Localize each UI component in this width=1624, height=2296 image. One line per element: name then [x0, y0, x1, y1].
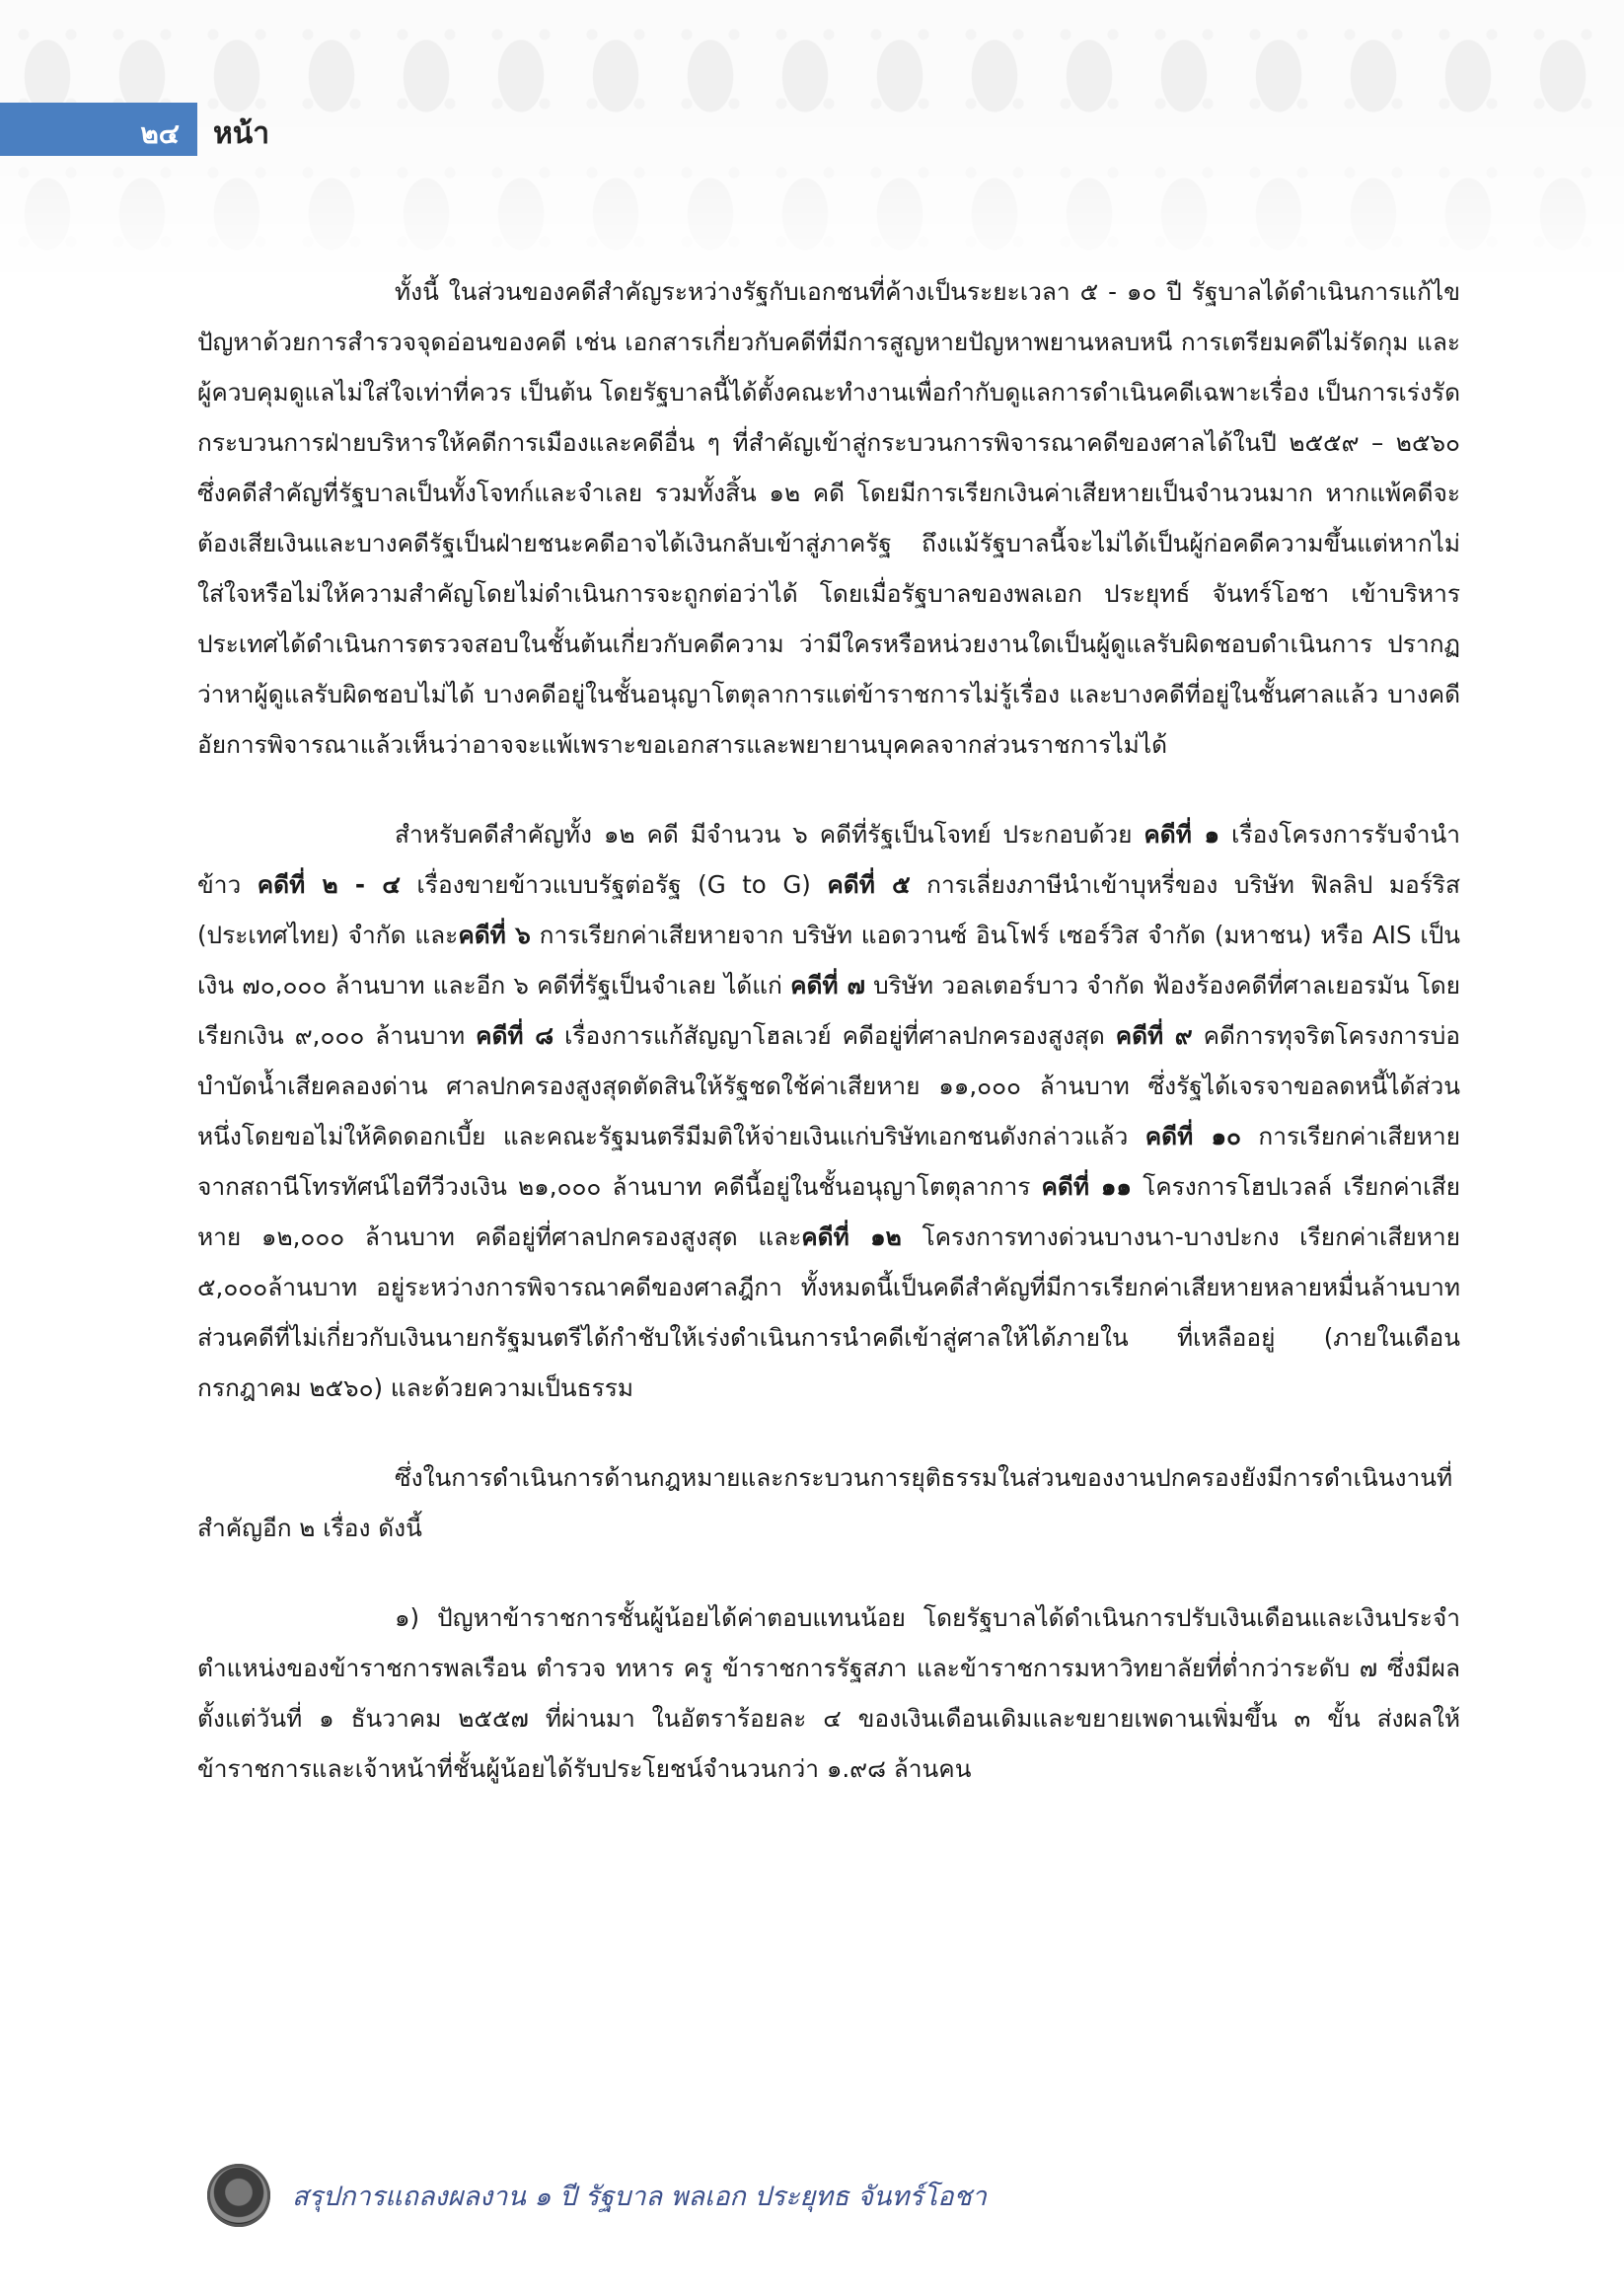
case-label: คดีที่ ๑๒ [801, 1222, 902, 1251]
text-run: เรื่องขายข้าวแบบรัฐต่อรัฐ (G to G) [400, 870, 828, 899]
case-label: คดีที่ ๗ [790, 971, 865, 1000]
paragraph-2 [197, 809, 1460, 1413]
text-run: เรื่องการแก้สัญญาโฮลเวย์ คดีอยู่ที่ศาลปกครองสูงสุด [554, 1021, 1116, 1050]
text-run: บริษัท วอลเตอร์บาว จำกัด ฟ้องร้องคดีที่ศาลเยอรมัน โดยเรียกเงิน ๙,๐๐๐ ล้านบาท [197, 971, 1460, 1050]
page-label: หน้า [213, 116, 270, 151]
text-run: สำหรับคดีสำคัญทั้ง ๑๒ คดี มีจำนวน ๖ คดีที่รัฐเป็นโจทย์ ประกอบด้วย [395, 820, 1144, 849]
footer-text: สรุปการแถลงผลงาน ๑ ปี รัฐบาล พลเอก ประยุทธ จันทร์โอชา [292, 2181, 987, 2212]
text-run: เรื่องโครงการรับจำนำข้าว [197, 820, 1461, 899]
page-number: ๒๔ [140, 117, 180, 150]
text-run: การเรียกค่าเสียหายจากสถานีโทรทัศน์ไอทีวีวงเงิน ๒๑,๐๐๐ ล้านบาท คดีนี้อยู่ในชั้นอนุญาโตตุลาการ [197, 1122, 1460, 1201]
paragraph-1: ทั้งนี้ ในส่วนของคดีสำคัญระหว่างรัฐกับเอกชนที่ค้างเป็นระยะเวลา ๕ - ๑๐ ปี รัฐบาลได้ดำเนินการแก้ไขปัญหาด้วยการสำรวจจุดอ่อนของคดี เช่น เอกสารเกี่ยวกับคดีที่มีการสูญหายปัญหาพยานหลบหนี การเตรียมคดีไม่รัดกุม และผู้ควบคุมดูแลไม่ใส่ใจเท่าที่ควร เป็นต้น โดยรัฐบาลนี้ได้ตั้งคณะทำงานเพื่อกำกับดูแลการดำเนินคดีเฉพาะเรื่อง เป็นการเร่งรัดกระบวนการฝ่ายบริหารให้คดีการเมืองและคดีอื่น ๆ ที่สำคัญเข้าสู่กระบวนการพิจารณาคดีของศาลได้ในปี ๒๕๕๙ – ๒๕๖๐ ซึ่งคดีสำคัญที่รัฐบาลเป็นทั้งโจทก์และจำเลย รวมทั้งสิ้น ๑๒ คดี โดยมีการเรียกเงินค่าเสียหายเป็นจำนวนมาก หากแพ้คดีจะต้องเสียเงินและบางคดีรัฐเป็นฝ่ายชนะคดีอาจได้เงินกลับเข้าสู่ภาครัฐ ถึงแม้รัฐบาลนี้จะไม่ได้เป็นผู้ก่อคดีความขึ้นแต่หากไม่ใส่ใจหรือไม่ให้ความสำคัญโดยไม่ดำเนินการจะถูกต่อว่าได้ โดยเมื่อรัฐบาลของพลเอก ประยุทธ์ จันทร์โอชา เข้าบริหารประเทศได้ดำเนินการตรวจสอบในชั้นต้นเกี่ยวกับคดีความ ว่ามีใครหรือหน่วยงานใดเป็นผู้ดูแลรับผิดชอบดำเนินการ ปรากฏว่าหาผู้ดูแลรับผิดชอบไม่ได้ บางคดีอยู่ในชั้นอนุญาโตตุลาการแต่ข้าราชการไม่รู้เรื่อง และบางคดีที่อยู่ในชั้นศาลแล้ว บางคดีอัยการพิจารณาแล้วเห็นว่าอาจจะแพ้เพราะขอเอกสารและพยายานบุคคลจากส่วนราชการไม่ได้ [197, 277, 1460, 759]
case-label: คดีที่ ๘ [476, 1021, 554, 1050]
page-number-tab [0, 103, 197, 156]
text-run: คดีการทุจริตโครงการบ่อบำบัดน้ำเสียคลองด่าน ศาลปกครองสูงสุดตัดสินให้รัฐชดใช้ค่าเสียหาย ๑๑,๐๐๐ ล้านบาท ซึ่งรัฐได้เจรจาขอลดหนี้ได้ส่วนหนึ่งโดยขอไม่ให้คิดดอกเบี้ย และคณะรัฐมนตรีมีมติให้จ่ายเงินแก่บริษัทเอกชนดังกล่าวแล้ว [197, 1021, 1460, 1150]
paragraph-3: ซึ่งในการดำเนินการด้านกฎหมายและกระบวนการยุติธรรมในส่วนของงานปกครองยังมีการดำเนินงานที่สำคัญอีก ๒ เรื่อง ดังนี้ [197, 1463, 1453, 1542]
case-label: คดีที่ ๙ [1115, 1021, 1193, 1050]
case-label: คดีที่ ๑ [1144, 820, 1220, 849]
government-seal-icon [207, 2164, 270, 2227]
text-run: โครงการโฮปเวลล์ เรียกค่าเสียหาย ๑๒,๐๐๐ ล้านบาท คดีอยู่ที่ศาลปกครองสูงสุด และ [197, 1172, 1460, 1251]
footer [207, 2161, 1095, 2230]
paragraph-4: ๑) ปัญหาข้าราชการชั้นผู้น้อยได้ค่าตอบแทนน้อย โดยรัฐบาลได้ดำเนินการปรับเงินเดือนและเงินประจำตำแหน่งของข้าราชการพลเรือน ตำรวจ ทหาร ครู ข้าราชการรัฐสภา และข้าราชการมหาวิทยาลัยที่ต่ำกว่าระดับ ๗ ซึ่งมีผลตั้งแต่วันที่ ๑ ธันวาคม ๒๕๕๗ ที่ผ่านมา ในอัตราร้อยละ ๔ ของเงินเดือนเดิมและขยายเพดานเพิ่มขึ้น ๓ ขั้น ส่งผลให้ข้าราชการและเจ้าหน้าที่ชั้นผู้น้อยได้รับประโยชน์จำนวนกว่า ๑.๙๘ ล้านคน [197, 1603, 1460, 1783]
case-label: คดีที่ ๖ [458, 921, 531, 949]
document-body [197, 266, 1460, 1794]
case-label: คดีที่ ๑๑ [1041, 1172, 1132, 1201]
case-label: คดีที่ ๕ [827, 870, 911, 899]
case-label: คดีที่ ๒ - ๔ [257, 870, 401, 899]
text-run: โครงการทางด่วนบางนา-บางปะกง เรียกค่าเสียหาย ๕,๐๐๐ล้านบาท อยู่ระหว่างการพิจารณาคดีของศาลฎีกา ทั้งหมดนี้เป็นคดีสำคัญที่มีการเรียกค่าเสียหายหลายหมื่นล้านบาท ส่วนคดีที่ไม่เกี่ยวกับเงินนายกรัฐมนตรีได้กำชับให้เร่งดำเนินการนำคดีเข้าสู่ศาลให้ได้ภายใน ที่เหลืออยู่ (ภายในเดือนกรกฎาคม ๒๕๖๐) และด้วยความเป็นธรรม [197, 1222, 1460, 1402]
text-run: การเรียกค่าเสียหายจาก บริษัท แอดวานซ์ อินโฟร์ เซอร์วิส จำกัด (มหาชน) หรือ AIS เป็นเงิน ๗๐,๐๐๐ ล้านบาท และอีก ๖ คดีที่รัฐเป็นจำเลย ได้แก่ [197, 921, 1460, 1000]
text-run: การเลี่ยงภาษีนำเข้าบุหรี่ของ บริษัท ฟิลลิป มอร์ริส (ประเทศไทย) จำกัด และ [197, 870, 1460, 949]
case-label: คดีที่ ๑๐ [1144, 1122, 1241, 1150]
